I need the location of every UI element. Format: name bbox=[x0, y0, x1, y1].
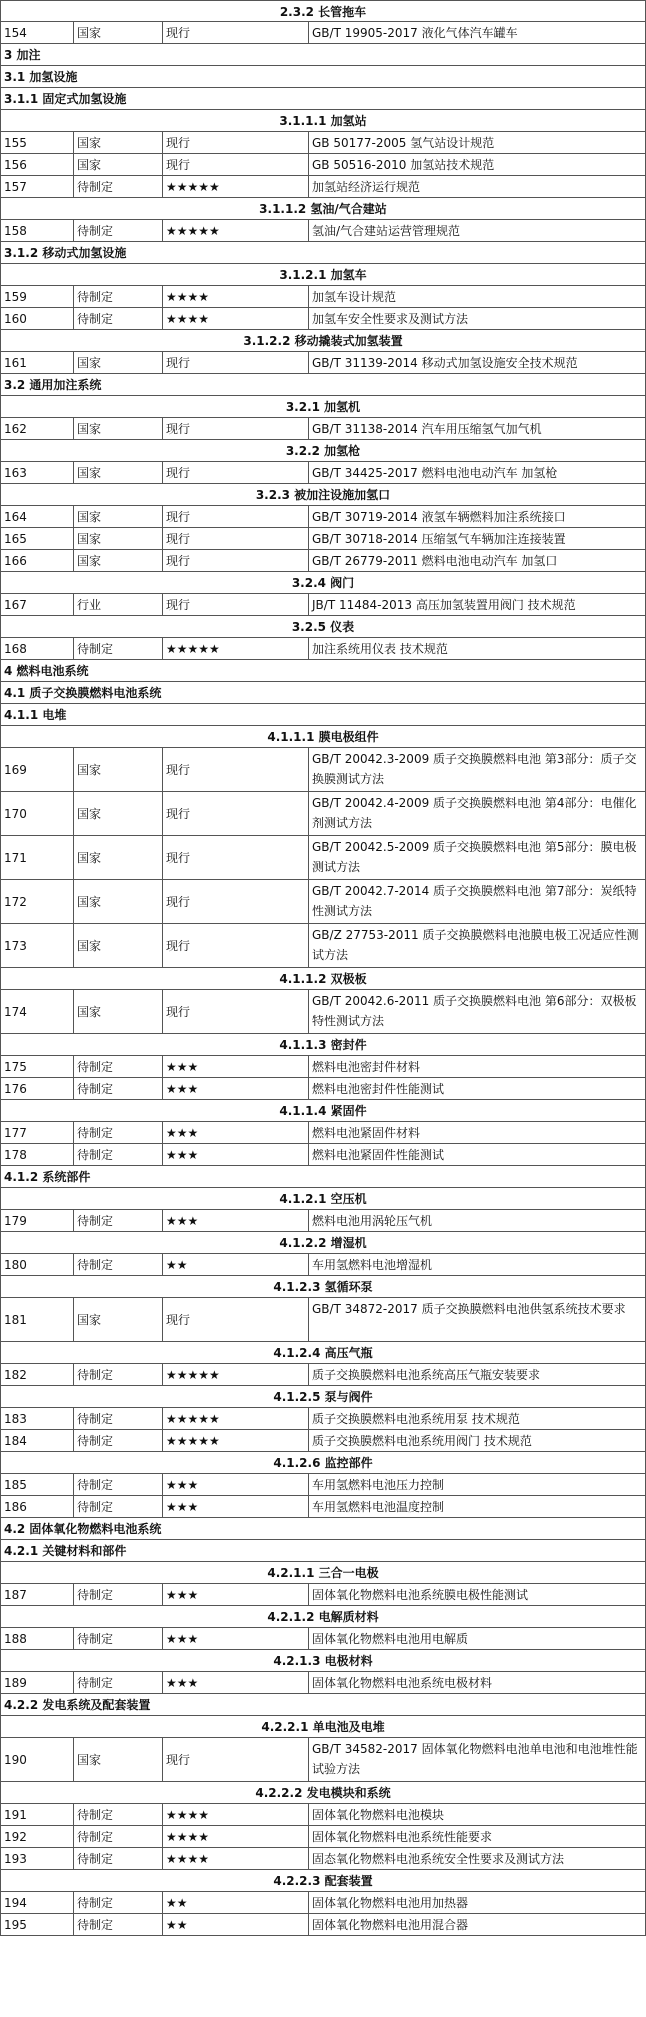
subsection-heading bbox=[0, 1342, 646, 1364]
standard-number: 181 bbox=[4, 1312, 27, 1327]
standard-title: GB/T 34582-2017 固体氧化物燃料电池单电池和电池堆性能试验方法 bbox=[308, 1738, 645, 1781]
standard-title: 固体氧化物燃料电池模块 bbox=[308, 1804, 645, 1825]
table-row bbox=[0, 1122, 646, 1144]
standard-number: 157 bbox=[4, 179, 27, 194]
standard-number: 154 bbox=[4, 25, 27, 40]
standard-type: 国家 bbox=[73, 1298, 162, 1341]
standard-status: ★★★ bbox=[162, 1056, 308, 1077]
table-row bbox=[0, 220, 646, 242]
heading-text: 4.2.2.3 配套装置 bbox=[273, 1874, 373, 1888]
standard-title: 氢油/气合建站运营管理规范 bbox=[308, 220, 645, 241]
table-row bbox=[0, 154, 646, 176]
standard-status: 现行 bbox=[162, 22, 308, 43]
standard-status: 现行 bbox=[162, 528, 308, 549]
table-row bbox=[0, 132, 646, 154]
subsection-heading bbox=[0, 1452, 646, 1474]
standard-status: 现行 bbox=[162, 792, 308, 835]
standard-number: 186 bbox=[4, 1499, 27, 1514]
table-row bbox=[0, 418, 646, 440]
standard-number: 173 bbox=[4, 938, 27, 953]
table-row bbox=[0, 22, 646, 44]
standard-type: 待制定 bbox=[73, 308, 162, 329]
heading-text: 4.1.2.3 氢循环泵 bbox=[273, 1280, 373, 1294]
standard-title: GB/T 19905-2017 液化气体汽车罐车 bbox=[308, 22, 645, 43]
section-heading bbox=[0, 1694, 646, 1716]
standard-number: 192 bbox=[4, 1829, 27, 1844]
table-row bbox=[0, 1254, 646, 1276]
standard-status: ★★★ bbox=[162, 1672, 308, 1693]
standard-status: ★★★ bbox=[162, 1122, 308, 1143]
standard-status: ★★★ bbox=[162, 1474, 308, 1495]
standard-type: 国家 bbox=[73, 748, 162, 791]
standard-type: 待制定 bbox=[73, 1408, 162, 1429]
subsection-heading bbox=[0, 440, 646, 462]
standard-status: ★★★★ bbox=[162, 1804, 308, 1825]
standard-title: 燃料电池密封件性能测试 bbox=[308, 1078, 645, 1099]
heading-text: 4.2.2 发电系统及配套装置 bbox=[4, 1698, 151, 1712]
table-row bbox=[0, 1408, 646, 1430]
standard-type: 待制定 bbox=[73, 1210, 162, 1231]
standard-title: GB/T 30718-2014 压缩氢气车辆加注连接装置 bbox=[308, 528, 645, 549]
standard-type: 国家 bbox=[73, 1738, 162, 1781]
standard-number: 178 bbox=[4, 1147, 27, 1162]
standard-title: 燃料电池紧固件材料 bbox=[308, 1122, 645, 1143]
heading-text: 3.2.1 加氢机 bbox=[285, 400, 361, 414]
standard-type: 待制定 bbox=[73, 176, 162, 197]
subsection-heading bbox=[0, 616, 646, 638]
subsection-heading bbox=[0, 968, 646, 990]
heading-text: 3.1.2 移动式加氢设施 bbox=[4, 246, 127, 260]
heading-text: 4.1.1 电堆 bbox=[4, 708, 67, 722]
standard-type: 待制定 bbox=[73, 1078, 162, 1099]
standard-type: 国家 bbox=[73, 462, 162, 483]
standard-title: GB/T 34872-2017 质子交换膜燃料电池供氢系统技术要求 bbox=[308, 1298, 645, 1341]
section-heading bbox=[0, 1518, 646, 1540]
table-row bbox=[0, 1628, 646, 1650]
standard-type: 待制定 bbox=[73, 286, 162, 307]
standard-type: 待制定 bbox=[73, 1496, 162, 1517]
standard-status: ★★★★★ bbox=[162, 176, 308, 197]
standard-number: 174 bbox=[4, 1004, 27, 1019]
standard-type: 待制定 bbox=[73, 1144, 162, 1165]
subsection-heading bbox=[0, 110, 646, 132]
subsection-heading bbox=[0, 198, 646, 220]
standard-type: 国家 bbox=[73, 352, 162, 373]
standard-type: 待制定 bbox=[73, 1364, 162, 1385]
standard-title: 燃料电池密封件材料 bbox=[308, 1056, 645, 1077]
heading-text: 4.2.1.2 电解质材料 bbox=[267, 1610, 379, 1624]
heading-text: 4 燃料电池系统 bbox=[4, 664, 89, 678]
section-heading bbox=[0, 242, 646, 264]
heading-text: 3.2.5 仪表 bbox=[291, 620, 355, 634]
standard-number: 189 bbox=[4, 1675, 27, 1690]
standard-status: 现行 bbox=[162, 132, 308, 153]
heading-text: 4.1.2 系统部件 bbox=[4, 1170, 91, 1184]
standard-status: 现行 bbox=[162, 836, 308, 879]
standard-title: GB/T 20042.3-2009 质子交换膜燃料电池 第3部分：质子交换膜测试方法 bbox=[308, 748, 645, 791]
standard-title: GB/T 31139-2014 移动式加氢设施安全技术规范 bbox=[308, 352, 645, 373]
heading-text: 4.1.1.4 紧固件 bbox=[279, 1104, 367, 1118]
standard-number: 166 bbox=[4, 553, 27, 568]
standard-number: 184 bbox=[4, 1433, 27, 1448]
table-row bbox=[0, 1298, 646, 1342]
standard-status: 现行 bbox=[162, 1298, 308, 1341]
standard-status: ★★ bbox=[162, 1892, 308, 1913]
standard-type: 国家 bbox=[73, 154, 162, 175]
heading-text: 3.1.1 固定式加氢设施 bbox=[4, 92, 127, 106]
subsection-heading bbox=[0, 330, 646, 352]
standard-title: 加氢车设计规范 bbox=[308, 286, 645, 307]
table-row bbox=[0, 1078, 646, 1100]
standard-title: 车用氢燃料电池增湿机 bbox=[308, 1254, 645, 1275]
standard-type: 待制定 bbox=[73, 1892, 162, 1913]
heading-text: 3.1.2.1 加氢车 bbox=[279, 268, 367, 282]
standard-type: 待制定 bbox=[73, 1430, 162, 1451]
standard-number: 159 bbox=[4, 289, 27, 304]
heading-text: 4.2.2.2 发电模块和系统 bbox=[255, 1786, 391, 1800]
standard-title: 加注系统用仪表 技术规范 bbox=[308, 638, 645, 659]
standard-type: 待制定 bbox=[73, 1474, 162, 1495]
section-heading bbox=[0, 1166, 646, 1188]
standard-status: ★★★★ bbox=[162, 286, 308, 307]
standard-title: 质子交换膜燃料电池系统用泵 技术规范 bbox=[308, 1408, 645, 1429]
standard-type: 待制定 bbox=[73, 638, 162, 659]
standard-title: 质子交换膜燃料电池系统用阀门 技术规范 bbox=[308, 1430, 645, 1451]
standard-status: ★★ bbox=[162, 1254, 308, 1275]
standard-status: ★★★★★ bbox=[162, 638, 308, 659]
standard-title: 车用氢燃料电池压力控制 bbox=[308, 1474, 645, 1495]
standard-number: 164 bbox=[4, 509, 27, 524]
section-heading bbox=[0, 44, 646, 66]
standard-status: ★★★ bbox=[162, 1496, 308, 1517]
section-heading bbox=[0, 66, 646, 88]
heading-text: 3.2 通用加注系统 bbox=[4, 378, 102, 392]
standard-type: 国家 bbox=[73, 506, 162, 527]
subsection-heading bbox=[0, 264, 646, 286]
heading-text: 4.1.2.1 空压机 bbox=[279, 1192, 367, 1206]
heading-text: 4.1.1.2 双极板 bbox=[279, 972, 367, 986]
standard-title: 加氢站经济运行规范 bbox=[308, 176, 645, 197]
standard-number: 168 bbox=[4, 641, 27, 656]
table-row bbox=[0, 1914, 646, 1936]
table-row bbox=[0, 990, 646, 1034]
subsection-heading bbox=[0, 572, 646, 594]
table-row bbox=[0, 1738, 646, 1782]
standard-title: GB/T 26779-2011 燃料电池电动汽车 加氢口 bbox=[308, 550, 645, 571]
standard-title: GB/T 20042.6-2011 质子交换膜燃料电池 第6部分：双极板特性测试方法 bbox=[308, 990, 645, 1033]
subsection-heading bbox=[0, 1232, 646, 1254]
table-row bbox=[0, 462, 646, 484]
table-row bbox=[0, 352, 646, 374]
standard-type: 国家 bbox=[73, 132, 162, 153]
table-row bbox=[0, 924, 646, 968]
standard-number: 187 bbox=[4, 1587, 27, 1602]
table-row bbox=[0, 1672, 646, 1694]
standard-type: 待制定 bbox=[73, 1056, 162, 1077]
table-row bbox=[0, 1210, 646, 1232]
heading-text: 3.1.1.2 氢油/气合建站 bbox=[259, 202, 387, 216]
standard-status: 现行 bbox=[162, 924, 308, 967]
standard-type: 待制定 bbox=[73, 1584, 162, 1605]
standard-title: 质子交换膜燃料电池系统高压气瓶安装要求 bbox=[308, 1364, 645, 1385]
standard-number: 163 bbox=[4, 465, 27, 480]
standard-status: ★★★ bbox=[162, 1628, 308, 1649]
standard-number: 167 bbox=[4, 597, 27, 612]
standard-number: 188 bbox=[4, 1631, 27, 1646]
standard-status: 现行 bbox=[162, 154, 308, 175]
standard-status: ★★★★ bbox=[162, 1826, 308, 1847]
heading-text: 3.2.4 阀门 bbox=[291, 576, 355, 590]
standard-number: 177 bbox=[4, 1125, 27, 1140]
standard-number: 183 bbox=[4, 1411, 27, 1426]
subsection-heading bbox=[0, 1606, 646, 1628]
standard-number: 169 bbox=[4, 762, 27, 777]
standard-title: 燃料电池紧固件性能测试 bbox=[308, 1144, 645, 1165]
standard-type: 国家 bbox=[73, 528, 162, 549]
heading-text: 4.2.1.1 三合一电极 bbox=[267, 1566, 379, 1580]
standard-type: 国家 bbox=[73, 924, 162, 967]
standard-title: GB 50177-2005 氢气站设计规范 bbox=[308, 132, 645, 153]
section-heading bbox=[0, 374, 646, 396]
standard-title: GB/Z 27753-2011 质子交换膜燃料电池膜电极工况适应性测试方法 bbox=[308, 924, 645, 967]
subsection-heading bbox=[0, 1188, 646, 1210]
standard-number: 191 bbox=[4, 1807, 27, 1822]
table-row bbox=[0, 1848, 646, 1870]
standard-title: 固体氧化物燃料电池系统电极材料 bbox=[308, 1672, 645, 1693]
standard-type: 待制定 bbox=[73, 1848, 162, 1869]
standard-number: 162 bbox=[4, 421, 27, 436]
heading-text: 3.1.1.1 加氢站 bbox=[279, 114, 367, 128]
table-row bbox=[0, 308, 646, 330]
heading-text: 4.2.2.1 单电池及电堆 bbox=[261, 1720, 385, 1734]
standard-status: 现行 bbox=[162, 880, 308, 923]
standard-status: 现行 bbox=[162, 462, 308, 483]
standard-type: 待制定 bbox=[73, 1122, 162, 1143]
standard-status: 现行 bbox=[162, 418, 308, 439]
table-row bbox=[0, 286, 646, 308]
standard-title: GB/T 20042.7-2014 质子交换膜燃料电池 第7部分：炭纸特性测试方法 bbox=[308, 880, 645, 923]
heading-text: 3.1 加氢设施 bbox=[4, 70, 78, 84]
standard-status: ★★★★★ bbox=[162, 1364, 308, 1385]
standard-number: 182 bbox=[4, 1367, 27, 1382]
section-heading bbox=[0, 704, 646, 726]
standard-status: 现行 bbox=[162, 352, 308, 373]
standard-status: 现行 bbox=[162, 748, 308, 791]
heading-text: 4.1 质子交换膜燃料电池系统 bbox=[4, 686, 162, 700]
subsection-heading bbox=[0, 396, 646, 418]
heading-text: 3.2.2 加氢枪 bbox=[285, 444, 361, 458]
standard-title: GB/T 20042.5-2009 质子交换膜燃料电池 第5部分：膜电极测试方法 bbox=[308, 836, 645, 879]
standard-number: 155 bbox=[4, 135, 27, 150]
standard-status: ★★★★★ bbox=[162, 1430, 308, 1451]
subsection-heading bbox=[0, 1034, 646, 1056]
heading-text: 2.3.2 长管拖车 bbox=[279, 4, 367, 19]
standard-status: 现行 bbox=[162, 506, 308, 527]
standard-type: 行业 bbox=[73, 594, 162, 615]
table-row bbox=[0, 1144, 646, 1166]
table-row bbox=[0, 1496, 646, 1518]
standard-number: 156 bbox=[4, 157, 27, 172]
subsection-heading bbox=[0, 1562, 646, 1584]
standard-status: ★★★ bbox=[162, 1078, 308, 1099]
table-row bbox=[0, 792, 646, 836]
standard-number: 179 bbox=[4, 1213, 27, 1228]
standard-status: 现行 bbox=[162, 594, 308, 615]
standard-title: 固体氧化物燃料电池用电解质 bbox=[308, 1628, 645, 1649]
table-row bbox=[0, 550, 646, 572]
standard-type: 待制定 bbox=[73, 1914, 162, 1935]
standard-type: 待制定 bbox=[73, 1628, 162, 1649]
table-row bbox=[0, 1430, 646, 1452]
standard-number: 193 bbox=[4, 1851, 27, 1866]
standard-type: 待制定 bbox=[73, 1826, 162, 1847]
table-row bbox=[0, 836, 646, 880]
standard-number: 175 bbox=[4, 1059, 27, 1074]
standard-status: ★★★ bbox=[162, 1144, 308, 1165]
standard-type: 国家 bbox=[73, 836, 162, 879]
standard-title: 加氢车安全性要求及测试方法 bbox=[308, 308, 645, 329]
subsection-heading bbox=[0, 484, 646, 506]
standard-status: ★★★★ bbox=[162, 308, 308, 329]
table-row bbox=[0, 638, 646, 660]
subsection-heading bbox=[0, 1716, 646, 1738]
heading-text: 4.2 固体氧化物燃料电池系统 bbox=[4, 1522, 162, 1536]
standard-title: 固体氧化物燃料电池系统膜电极性能测试 bbox=[308, 1584, 645, 1605]
standard-title: GB/T 30719-2014 液氢车辆燃料加注系统接口 bbox=[308, 506, 645, 527]
standard-number: 185 bbox=[4, 1477, 27, 1492]
standard-type: 待制定 bbox=[73, 1672, 162, 1693]
table-row bbox=[0, 176, 646, 198]
standard-status: ★★★★★ bbox=[162, 1408, 308, 1429]
table-row bbox=[0, 1826, 646, 1848]
subsection-heading bbox=[0, 1650, 646, 1672]
table-row bbox=[0, 1364, 646, 1386]
standard-number: 170 bbox=[4, 806, 27, 821]
standard-title: 固态氧化物燃料电池系统安全性要求及测试方法 bbox=[308, 1848, 645, 1869]
standard-title: JB/T 11484-2013 高压加氢装置用阀门 技术规范 bbox=[308, 594, 645, 615]
standard-type: 国家 bbox=[73, 880, 162, 923]
subsection-heading bbox=[0, 1870, 646, 1892]
section-heading bbox=[0, 682, 646, 704]
table-row bbox=[0, 1474, 646, 1496]
standard-number: 190 bbox=[4, 1752, 27, 1767]
standard-number: 171 bbox=[4, 850, 27, 865]
standard-number: 172 bbox=[4, 894, 27, 909]
standard-number: 158 bbox=[4, 223, 27, 238]
table-row bbox=[0, 1892, 646, 1914]
standard-number: 194 bbox=[4, 1895, 27, 1910]
standard-type: 待制定 bbox=[73, 1254, 162, 1275]
standard-status: ★★★ bbox=[162, 1584, 308, 1605]
standard-number: 176 bbox=[4, 1081, 27, 1096]
standard-title: 车用氢燃料电池温度控制 bbox=[308, 1496, 645, 1517]
standard-type: 国家 bbox=[73, 418, 162, 439]
standard-status: ★★★★ bbox=[162, 1848, 308, 1869]
standard-title: GB/T 20042.4-2009 质子交换膜燃料电池 第4部分：电催化剂测试方法 bbox=[308, 792, 645, 835]
section-heading bbox=[0, 88, 646, 110]
heading-text: 4.1.1.3 密封件 bbox=[279, 1038, 367, 1052]
table-row bbox=[0, 1056, 646, 1078]
table-row bbox=[0, 594, 646, 616]
heading-text: 3.1.2.2 移动撬装式加氢装置 bbox=[243, 334, 403, 348]
heading-text: 4.1.2.6 监控部件 bbox=[273, 1456, 373, 1470]
standard-number: 161 bbox=[4, 355, 27, 370]
standard-title: 固体氧化物燃料电池系统性能要求 bbox=[308, 1826, 645, 1847]
standard-type: 国家 bbox=[73, 990, 162, 1033]
standard-title: 燃料电池用涡轮压气机 bbox=[308, 1210, 645, 1231]
section-heading bbox=[0, 660, 646, 682]
subsection-heading bbox=[0, 1386, 646, 1408]
standard-type: 国家 bbox=[73, 792, 162, 835]
subsection-heading bbox=[0, 1782, 646, 1804]
heading-text: 4.1.2.5 泵与阀件 bbox=[273, 1390, 373, 1404]
heading-text: 4.2.1 关键材料和部件 bbox=[4, 1544, 127, 1558]
standard-type: 国家 bbox=[73, 22, 162, 43]
standard-status: 现行 bbox=[162, 990, 308, 1033]
subsection-heading bbox=[0, 0, 646, 22]
heading-text: 4.1.2.4 高压气瓶 bbox=[273, 1346, 373, 1360]
standard-type: 国家 bbox=[73, 550, 162, 571]
subsection-heading bbox=[0, 1276, 646, 1298]
standard-title: GB 50516-2010 加氢站技术规范 bbox=[308, 154, 645, 175]
standard-title: GB/T 31138-2014 汽车用压缩氢气加气机 bbox=[308, 418, 645, 439]
table-row bbox=[0, 528, 646, 550]
standard-status: 现行 bbox=[162, 1738, 308, 1781]
standard-title: 固体氧化物燃料电池用混合器 bbox=[308, 1914, 645, 1935]
table-row bbox=[0, 506, 646, 528]
standard-status: ★★ bbox=[162, 1914, 308, 1935]
heading-text: 4.2.1.3 电极材料 bbox=[273, 1654, 373, 1668]
standard-status: ★★★★★ bbox=[162, 220, 308, 241]
heading-text: 3.2.3 被加注设施加氢口 bbox=[255, 488, 391, 502]
heading-text: 3 加注 bbox=[4, 48, 41, 62]
table-row bbox=[0, 1804, 646, 1826]
heading-text: 4.1.2.2 增湿机 bbox=[279, 1236, 367, 1250]
standard-title: GB/T 34425-2017 燃料电池电动汽车 加氢枪 bbox=[308, 462, 645, 483]
standard-status: 现行 bbox=[162, 550, 308, 571]
standard-number: 180 bbox=[4, 1257, 27, 1272]
table-row bbox=[0, 748, 646, 792]
standard-number: 165 bbox=[4, 531, 27, 546]
heading-text: 4.1.1.1 膜电极组件 bbox=[267, 730, 379, 744]
standard-type: 待制定 bbox=[73, 220, 162, 241]
standard-number: 195 bbox=[4, 1917, 27, 1932]
standard-type: 待制定 bbox=[73, 1804, 162, 1825]
subsection-heading bbox=[0, 726, 646, 748]
standard-title: 固体氧化物燃料电池用加热器 bbox=[308, 1892, 645, 1913]
standard-status: ★★★ bbox=[162, 1210, 308, 1231]
table-row bbox=[0, 1584, 646, 1606]
subsection-heading bbox=[0, 1100, 646, 1122]
standard-number: 160 bbox=[4, 311, 27, 326]
section-heading bbox=[0, 1540, 646, 1562]
table-row bbox=[0, 880, 646, 924]
